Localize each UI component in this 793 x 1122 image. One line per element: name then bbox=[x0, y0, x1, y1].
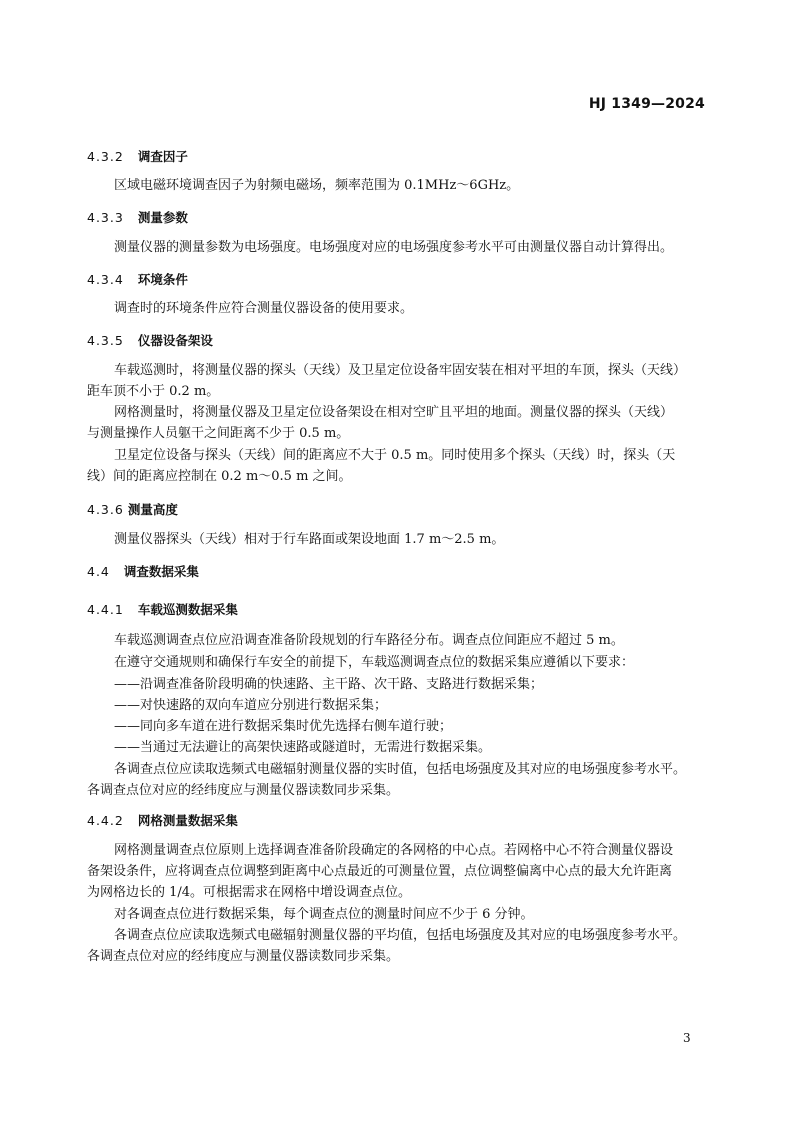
section-number: 4.3.5 bbox=[87, 333, 124, 348]
section-heading-4-3-5 bbox=[87, 331, 213, 349]
section-heading-4-3-3 bbox=[87, 208, 188, 226]
section-title: 环境条件 bbox=[137, 272, 188, 287]
section-number: 4.4 bbox=[87, 564, 110, 579]
paragraph-line: 对各调查点位进行数据采集，每个调查点位的测量时间应不少于 6 分钟。 bbox=[114, 907, 534, 922]
section-title: 网格测量数据采集 bbox=[137, 813, 238, 828]
paragraph-line: 备架设条件，应将调查点位调整到距离中心点最近的可测量位置，点位调整偏离中心点的最大允许距离 bbox=[87, 864, 673, 879]
section-heading-4-4-1 bbox=[87, 600, 238, 618]
paragraph: 测量仪器探头（天线）相对于行车路面或架设地面 1.7 m～2.5 m。 bbox=[114, 532, 505, 547]
list-item: ——当通过无法避让的高架快速路或隧道时，无需进行数据采集。 bbox=[114, 740, 492, 755]
paragraph-line: 网格测量调查点位原则上选择调查准备阶段确定的各网格的中心点。若网格中心不符合测量仪器设 bbox=[114, 843, 674, 858]
list-item: ——对快速路的双向车道应分别进行数据采集； bbox=[114, 698, 388, 713]
paragraph-line: 在遵守交通规则和确保行车安全的前提下，车载巡测调查点位的数据采集应遵循以下要求： bbox=[114, 655, 635, 670]
section-heading-4-3-6 bbox=[87, 500, 178, 518]
paragraph-line: 与测量操作人员躯干之间距离不少于 0.5 m。 bbox=[87, 426, 350, 441]
section-heading-4-4-2 bbox=[87, 811, 238, 829]
list-item: ——沿调查准备阶段明确的快速路、主干路、次干路、支路进行数据采集； bbox=[114, 677, 544, 692]
section-title: 测量参数 bbox=[137, 210, 188, 225]
paragraph: 调查时的环境条件应符合测量仪器设备的使用要求。 bbox=[114, 301, 414, 316]
section-title: 调查因子 bbox=[137, 149, 188, 164]
paragraph-line: 网格测量时，将测量仪器及卫星定位设备架设在相对空旷且平坦的地面。测量仪器的探头（天线） bbox=[114, 405, 674, 420]
paragraph-line: 线）间的距离应控制在 0.2 m～0.5 m 之间。 bbox=[87, 469, 352, 484]
section-number: 4.3.6 bbox=[87, 502, 124, 517]
paragraph-line: 各调查点位应读取选频式电磁辐射测量仪器的实时值，包括电场强度及其对应的电场强度参考水平。 bbox=[114, 762, 687, 777]
paragraph-line: 车载巡测时，将测量仪器的探头（天线）及卫星定位设备牢固安装在相对平坦的车顶，探头（天线） bbox=[114, 363, 687, 378]
section-title: 调查数据采集 bbox=[123, 564, 199, 579]
page-number: 3 bbox=[683, 1031, 691, 1045]
section-heading-4-3-2 bbox=[87, 147, 188, 165]
section-number: 4.4.2 bbox=[87, 813, 124, 828]
paragraph-line: 为网格边长的 1/4。可根据需求在网格中增设调查点位。 bbox=[87, 885, 412, 900]
list-item: ——同向多车道在进行数据采集时优先选择右侧车道行驶； bbox=[114, 719, 453, 734]
section-heading-4-3-4 bbox=[87, 270, 188, 288]
section-number: 4.3.2 bbox=[87, 149, 124, 164]
standard-number: HJ 1349—2024 bbox=[588, 96, 705, 112]
section-heading-4-4 bbox=[87, 562, 199, 580]
paragraph-line: 各调查点位应读取选频式电磁辐射测量仪器的平均值，包括电场强度及其对应的电场强度参考水平。 bbox=[114, 928, 687, 943]
paragraph-line: 各调查点位对应的经纬度应与测量仪器读数同步采集。 bbox=[87, 783, 400, 798]
paragraph: 区域电磁环境调查因子为射频电磁场，频率范围为 0.1MHz～6GHz。 bbox=[114, 178, 520, 193]
paragraph-line: 距车顶不小于 0.2 m。 bbox=[87, 384, 220, 399]
section-number: 4.3.3 bbox=[87, 210, 124, 225]
paragraph-line: 车载巡测调查点位应沿调查准备阶段规划的行车路径分布。调查点位间距应不超过 5 m。 bbox=[114, 633, 624, 648]
section-title: 车载巡测数据采集 bbox=[137, 602, 238, 617]
section-title: 仪器设备架设 bbox=[137, 333, 213, 348]
section-title: 测量高度 bbox=[127, 502, 178, 517]
paragraph: 测量仪器的测量参数为电场强度。电场强度对应的电场强度参考水平可由测量仪器自动计算得出。 bbox=[114, 240, 674, 255]
section-number: 4.4.1 bbox=[87, 602, 124, 617]
section-number: 4.3.4 bbox=[87, 272, 124, 287]
paragraph-line: 卫星定位设备与探头（天线）间的距离应不大于 0.5 m。同时使用多个探头（天线）时，探头（天 bbox=[114, 448, 676, 463]
paragraph-line: 各调查点位对应的经纬度应与测量仪器读数同步采集。 bbox=[87, 949, 400, 964]
